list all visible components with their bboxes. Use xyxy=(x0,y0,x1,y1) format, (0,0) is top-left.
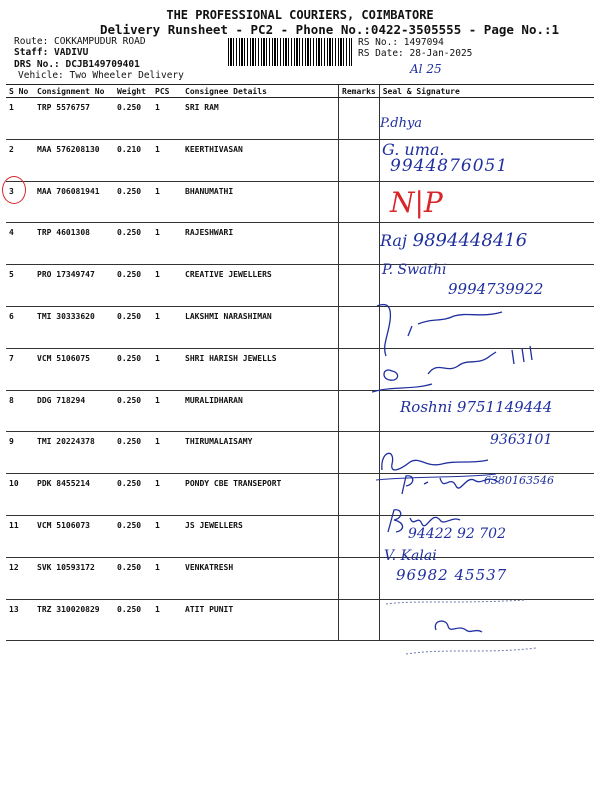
cell-weight: 0.250 xyxy=(114,223,152,265)
signature-row-5-phone: 9994739922 xyxy=(448,280,544,298)
cell-consignee: MURALIDHARAN xyxy=(182,390,339,432)
barcode-image xyxy=(228,38,352,66)
table-row xyxy=(6,98,594,140)
cell-consignee: ATIT PUNIT xyxy=(182,599,339,641)
cell-consignment: VCM 5106073 xyxy=(34,515,114,557)
cell-weight: 0.250 xyxy=(114,474,152,516)
cell-consignment: PDK 8455214 xyxy=(34,474,114,516)
cell-consignment: PRO 17349747 xyxy=(34,265,114,307)
signature-row-4: Raj 9894448416 xyxy=(380,230,528,251)
cell-weight: 0.250 xyxy=(114,348,152,390)
vehicle-label: Vehicle: Two Wheeler Delivery xyxy=(18,70,184,81)
cell-remarks xyxy=(339,474,380,516)
cell-remarks xyxy=(339,223,380,265)
col-sno: S No xyxy=(6,85,34,98)
cell-consignee: BHANUMATHI xyxy=(182,181,339,223)
rs-date: RS Date: 28-Jan-2025 xyxy=(358,48,473,59)
cell-pcs: 1 xyxy=(152,474,182,516)
runsheet-subtitle: Delivery Runsheet - PC2 - Phone No.:0422-3505555 - Page No.:1 xyxy=(100,22,560,37)
cell-pcs: 1 xyxy=(152,98,182,140)
cell-remarks xyxy=(339,181,380,223)
cell-pcs: 1 xyxy=(152,223,182,265)
cell-consignee: RAJESHWARI xyxy=(182,223,339,265)
cell-pcs: 1 xyxy=(152,139,182,181)
cell-weight: 0.250 xyxy=(114,557,152,599)
cell-remarks xyxy=(339,515,380,557)
cell-consignee: KEERTHIVASAN xyxy=(182,139,339,181)
cell-pcs: 1 xyxy=(152,599,182,641)
signature-row-1: P.dhya xyxy=(380,116,423,131)
signature-row-13-scribble xyxy=(376,596,576,666)
cell-sno: 6 xyxy=(6,306,34,348)
cell-consignee: PONDY CBE TRANSEPORT xyxy=(182,474,339,516)
cell-consignee: JS JEWELLERS xyxy=(182,515,339,557)
cell-pcs: 1 xyxy=(152,432,182,474)
cell-sno: 2 xyxy=(6,139,34,181)
cell-consignee: SRI RAM xyxy=(182,98,339,140)
cell-weight: 0.250 xyxy=(114,432,152,474)
signature-row-9-phone: 9363101 xyxy=(490,432,553,448)
cell-sno: 1 xyxy=(6,98,34,140)
cell-sno: 8 xyxy=(6,390,34,432)
cell-sno: 11 xyxy=(6,515,34,557)
cell-pcs: 1 xyxy=(152,181,182,223)
cell-weight: 0.250 xyxy=(114,515,152,557)
cell-consignment: DDG 718294 xyxy=(34,390,114,432)
cell-consignment: SVK 10593172 xyxy=(34,557,114,599)
table-header-row xyxy=(6,85,594,98)
cell-consignment: TMI 30333620 xyxy=(34,306,114,348)
signature-row-3: N|P xyxy=(390,186,443,219)
cell-pcs: 1 xyxy=(152,557,182,599)
cell-pcs: 1 xyxy=(152,390,182,432)
cell-consignee: SHRI HARISH JEWELLS xyxy=(182,348,339,390)
col-remarks: Remarks xyxy=(339,85,380,98)
cell-remarks xyxy=(339,139,380,181)
cell-weight: 0.250 xyxy=(114,265,152,307)
table-row xyxy=(6,181,594,223)
cell-consignment: MAA 576208130 xyxy=(34,139,114,181)
red-circle-mark xyxy=(2,176,26,204)
signature-row-2-phone: 9944876051 xyxy=(390,156,509,176)
cell-weight: 0.210 xyxy=(114,139,152,181)
staff-label: Staff: VADIVU xyxy=(14,47,89,58)
cell-weight: 0.250 xyxy=(114,306,152,348)
cell-sno: 13 xyxy=(6,599,34,641)
cell-consignee: CREATIVE JEWELLERS xyxy=(182,265,339,307)
signature-rows-6-7-scribble xyxy=(372,296,572,406)
cell-pcs: 1 xyxy=(152,265,182,307)
cell-consignment: VCM 5106075 xyxy=(34,348,114,390)
cell-remarks xyxy=(339,557,380,599)
cell-consignee: VENKATRESH xyxy=(182,557,339,599)
col-signature: Seal & Signature xyxy=(379,85,594,98)
drs-number: DRS No.: DCJB149709401 xyxy=(14,59,140,70)
cell-consignee: THIRUMALAISAMY xyxy=(182,432,339,474)
cell-weight: 0.250 xyxy=(114,98,152,140)
cell-consignment: MAA 706081941 xyxy=(34,181,114,223)
cell-sno: 3 xyxy=(6,181,34,223)
signature-row-2-name: G. uma. xyxy=(382,140,445,159)
col-consignment: Consignment No xyxy=(34,85,114,98)
signature-row-5-name: P. Swathi xyxy=(382,262,447,278)
signature-row-8: Roshni 9751149444 xyxy=(400,398,553,416)
signature-row-10-phone: 6380163546 xyxy=(484,474,554,487)
cell-pcs: 1 xyxy=(152,348,182,390)
col-consignee: Consignee Details xyxy=(182,85,339,98)
cell-remarks xyxy=(339,599,380,641)
cell-weight: 0.250 xyxy=(114,599,152,641)
cell-sno: 4 xyxy=(6,223,34,265)
cell-consignment: TRP 5576757 xyxy=(34,98,114,140)
col-weight: Weight xyxy=(114,85,152,98)
cell-sno: 7 xyxy=(6,348,34,390)
rs-number: RS No.: 1497094 xyxy=(358,37,444,48)
cell-sno: 10 xyxy=(6,474,34,516)
cell-consignment: TRP 4601308 xyxy=(34,223,114,265)
cell-weight: 0.250 xyxy=(114,390,152,432)
cell-sno: 9 xyxy=(6,432,34,474)
cell-sno: 12 xyxy=(6,557,34,599)
signature-row-12-phone: 96982 45537 xyxy=(396,566,508,584)
route-label: Route: COKKAMPUDUR ROAD xyxy=(14,36,146,47)
cell-pcs: 1 xyxy=(152,515,182,557)
col-pcs: PCS xyxy=(152,85,182,98)
top-handwritten-note: Al 25 xyxy=(410,62,442,76)
cell-sno: 5 xyxy=(6,265,34,307)
cell-remarks xyxy=(339,98,380,140)
signature-row-12-name: V. Kalai xyxy=(384,548,437,564)
signature-row-11-phone: 94422 92 702 xyxy=(408,526,506,542)
cell-consignment: TMI 20224378 xyxy=(34,432,114,474)
cell-consignee: LAKSHMI NARASHIMAN xyxy=(182,306,339,348)
cell-weight: 0.250 xyxy=(114,181,152,223)
cell-pcs: 1 xyxy=(152,306,182,348)
cell-remarks xyxy=(339,432,380,474)
cell-consignment: TRZ 310020829 xyxy=(34,599,114,641)
company-title: THE PROFESSIONAL COURIERS, COIMBATORE xyxy=(166,8,434,22)
